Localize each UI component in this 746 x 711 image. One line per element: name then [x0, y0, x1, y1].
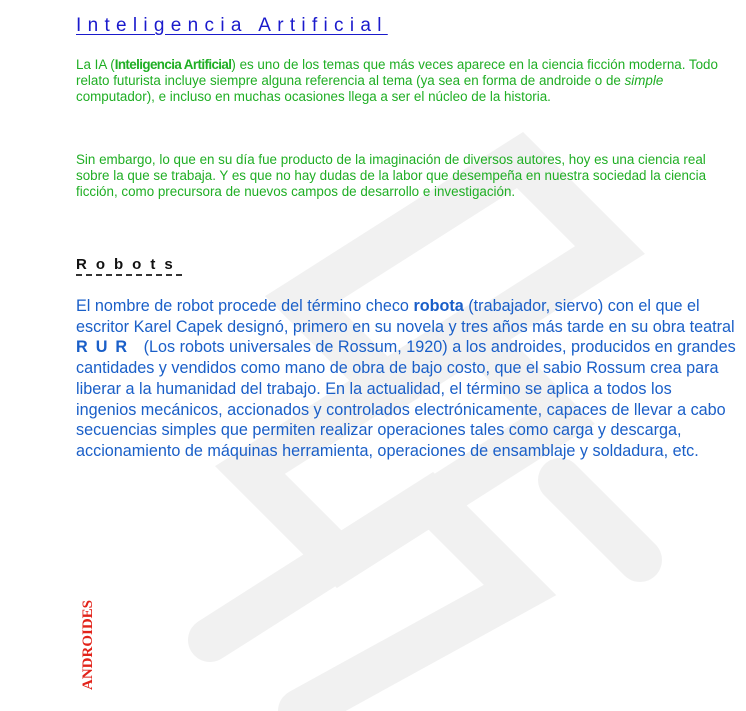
ia-p1-before: La IA ( — [76, 57, 115, 72]
ia-p1-emphasis: simple — [624, 73, 664, 88]
ia-p1-middle: ) es uno de los temas que más veces aparece en la ciencia ficción moderna. Todo relato futurista incluye siempre alguna referencia al tema (ya sea en forma de androide o de — [76, 57, 718, 88]
ia-p1-term: Inteligencia Artificial — [114, 57, 232, 72]
robots-p-part2: (trabajador, siervo) con el que el escritor Karel Capek designó, primero en su novela y tres años más tarde en su obra teatral — [76, 297, 735, 336]
ia-heading[interactable]: Inteligencia Artificial — [76, 15, 388, 36]
robots-p-part3: (Los robots universales de Rossum, 1920) a los androides, producidos en grandes cantidades y vendidos como mano de obra de bajo costo, que el sabio Rossum crea para liberar a la humanidad del trabajo. En la actualidad, el término se aplica a todos los ingenios mecánicos, accionados y controlados electrónicamente, capaces de llevar a cabo secuencias simples que permiten realizar operaciones tales como carga y descarga, accionamiento de máquinas herramienta, operaciones de ensamblaje y soldadura, etc. — [76, 338, 736, 460]
robots-p-part1: El nombre de robot procede del término checo — [76, 297, 414, 315]
robots-heading[interactable]: Robots — [76, 256, 182, 276]
ia-p1-after: computador), e incluso en muchas ocasiones llega a ser el núcleo de la historia. — [76, 89, 551, 104]
robots-p-word: robota — [413, 297, 464, 315]
robots-p-rur: RUR — [76, 338, 136, 357]
androides-vertical-label: ANDROIDES — [80, 599, 96, 690]
ia-paragraph-2: Sin embargo, lo que en su día fue producto de la imaginación de diversos autores, hoy es una ciencia real sobre la que se trabaja. Y es que no hay dudas de la labor que desempeña en nuestra sociedad la ciencia ficción, como precursora de nuevos campos de desarrollo e investigación. — [76, 152, 707, 199]
ia-paragraph-1 — [76, 57, 736, 105]
robots-paragraph — [76, 296, 736, 462]
